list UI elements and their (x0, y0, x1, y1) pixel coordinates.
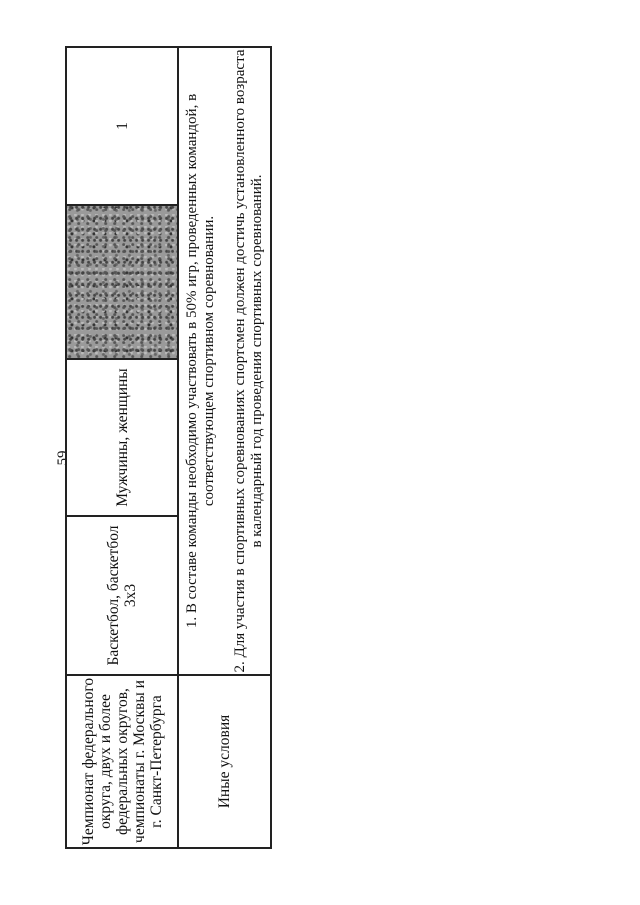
condition-item: 2. Для участия в спортивных соревнованиях спортсмен должен достичь установленного возраста в календарный год проведения спортивных соревнований. (231, 49, 265, 673)
discipline-cell: Баскетбол, баскетбол 3х3 (66, 516, 178, 675)
competition-cell: Чемпионат федерального округа, двух и более федеральных округов, чемпионаты г. Москвы и г. Санкт-Петербурга (66, 675, 178, 848)
scanned-noise-cell (66, 205, 178, 359)
value-cell: 1 (66, 47, 178, 205)
document-table-wrapper (65, 49, 270, 849)
table-row (66, 47, 178, 848)
table-row (178, 47, 271, 848)
gender-cell: Мужчины, женщины (66, 359, 178, 516)
conditions-label-cell: Иные условия (178, 675, 271, 848)
page-number: 59 (55, 450, 71, 466)
document-table (65, 46, 272, 849)
conditions-text-cell (178, 47, 271, 675)
condition-item: 1. В составе команды необходимо участвовать в 50% игр, проведенных командой, в соответствующем спортивном соревновании. (183, 93, 217, 629)
